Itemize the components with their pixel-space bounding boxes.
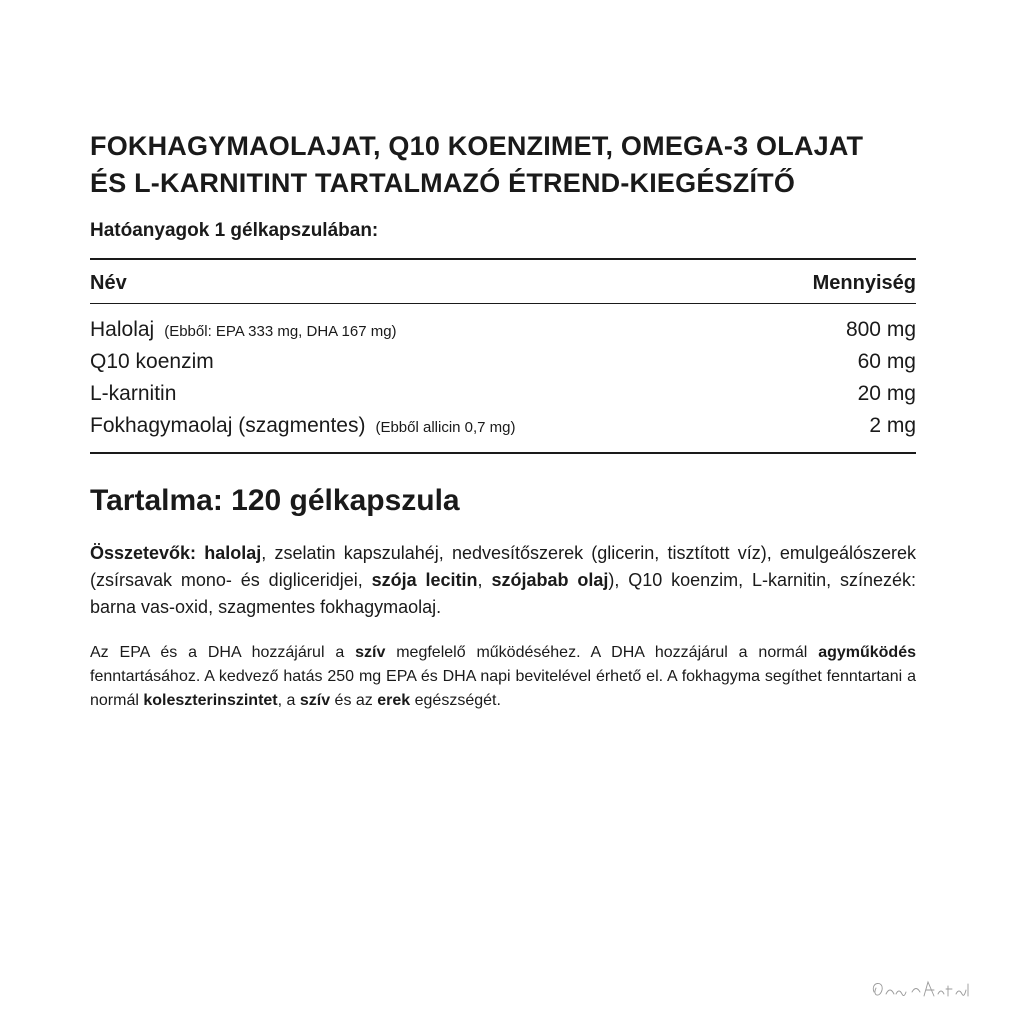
ingredients-text: , (477, 570, 492, 590)
row-name: L-karnitin (90, 382, 177, 405)
signature (868, 976, 978, 1002)
row-name-cell (90, 346, 755, 378)
ingredients-text: , zselatin kapszulahéj, nedvesítőszerek (glicerin, tisztított víz), emulgeálószerek (zsírsavak mono- és digliceridjei, (90, 543, 916, 590)
claims-text: , a (277, 692, 300, 709)
row-amount: 60 mg (857, 350, 916, 373)
claims-emphasis: szív (299, 692, 331, 709)
row-note: (Ebből: EPA 333 mg, DHA 167 mg) (164, 323, 397, 340)
product-title (90, 128, 916, 202)
claims-text: megfelelő működéséhez. A DHA hozzájárul a normál (385, 644, 819, 661)
row-name: Fokhagymaolaj (szagmentes) (90, 414, 366, 437)
table-row (90, 304, 916, 347)
allergen-szoja-lecitin: szója lecitin (371, 570, 478, 590)
health-claims-paragraph (90, 641, 916, 713)
table-row (90, 410, 916, 453)
ingredients-label: Összetevők: (90, 543, 197, 563)
ingredients-text: ), Q10 koenzim, L-karnitin, színezék: barna vas-oxid, szagmentes fokhagymaolaj. (90, 570, 916, 617)
claims-emphasis: erek (377, 692, 411, 709)
row-amount: 800 mg (845, 318, 916, 341)
row-note: (Ebből allicin 0,7 mg) (375, 419, 516, 436)
claims-emphasis: agyműködés (818, 644, 916, 661)
header-name: Név (90, 259, 755, 304)
row-amount: 20 mg (857, 382, 916, 405)
row-name-cell (90, 304, 755, 347)
active-ingredients-table (90, 258, 916, 454)
row-name-cell (90, 378, 755, 410)
claims-emphasis: szív (355, 644, 386, 661)
claims-text: egészségét. (410, 692, 501, 709)
ingredients-paragraph (90, 540, 916, 621)
package-content: Tartalma: 120 gélkapszula (90, 484, 460, 517)
row-name: Halolaj (90, 318, 155, 341)
allergen-halolaj: halolaj (204, 543, 262, 563)
supplement-label (90, 128, 916, 713)
row-name: Q10 koenzim (90, 350, 214, 373)
product-title-line2: ÉS L-KARNITINT TARTALMAZÓ ÉTREND-KIEGÉSZÍTŐ (90, 168, 796, 198)
claims-text: fenntartásához. A kedvező hatás 250 mg EPA és DHA napi bevitelével érhető el. A fokhagyma segíthet fenntartani a normál (90, 668, 916, 709)
table-subtitle: Hatóanyagok 1 gélkapszulában: (90, 220, 379, 241)
table-row (90, 378, 916, 410)
table-row (90, 346, 916, 378)
header-amount: Mennyiség (755, 259, 916, 304)
row-name-cell (90, 410, 755, 453)
claims-text: Az EPA és a DHA hozzájárul a (90, 644, 356, 661)
row-amount: 2 mg (869, 414, 916, 437)
claims-emphasis: koleszterinszintet (143, 692, 278, 709)
claims-text: és az (330, 692, 378, 709)
product-title-line1: FOKHAGYMAOLAJAT, Q10 KOENZIMET, OMEGA-3 OLAJAT (90, 131, 864, 161)
allergen-szojabab-olaj: szójabab olaj (491, 570, 609, 590)
table-header-row (90, 259, 916, 304)
